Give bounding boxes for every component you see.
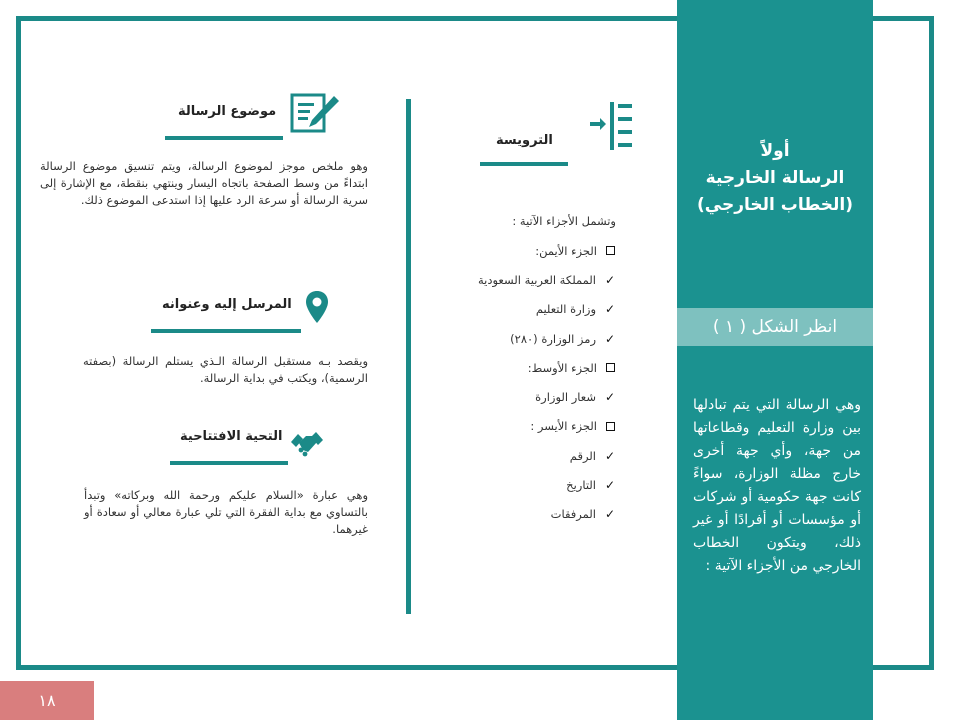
subject-underline: [165, 136, 283, 140]
checkmark-icon: ✓: [604, 302, 616, 317]
letterhead-list-item: [430, 412, 616, 441]
letterhead-list-item: [430, 470, 616, 499]
recipient-heading: المرسل إليه وعنوانه: [162, 297, 292, 312]
letterhead-list-item: [430, 441, 616, 470]
letterhead-item-label: وزارة التعليم: [535, 302, 596, 317]
section-number: أولاً: [760, 141, 790, 161]
location-pin-icon: [305, 290, 329, 324]
checkmark-icon: ✓: [604, 272, 616, 287]
letterhead-item-label: شعار الوزارة: [535, 390, 596, 405]
subject-heading: موضوع الرسالة: [178, 104, 277, 119]
letterhead-list-item: [430, 500, 616, 529]
page-number: ١٨: [0, 681, 94, 720]
letterhead-underline: [480, 162, 568, 166]
letterhead-list-item: [430, 236, 616, 265]
letterhead-list-item: [430, 382, 616, 411]
greeting-heading: التحية الافتتاحية: [180, 429, 283, 444]
letterhead-heading: الترويسة: [496, 133, 553, 148]
checkbox-square-icon: [606, 422, 615, 431]
list-indent-icon: [588, 100, 636, 152]
letterhead-item-label: الجزء الأوسط:: [527, 360, 597, 375]
letterhead-list: [430, 236, 616, 529]
checkmark-icon: ✓: [604, 478, 616, 493]
checkmark-icon: ✓: [604, 390, 616, 405]
greeting-description: وهي عبارة «السلام عليكم ورحمة الله وبركاته» وتبدأ بالتساوي مع بداية الفقرة التي تلي عبارة معالي أو سعادة أو غيرهما.: [84, 488, 368, 536]
edit-document-icon: [290, 92, 340, 134]
letterhead-item-label: الجزء الأيمن:: [535, 243, 597, 258]
letterhead-list-item: [430, 265, 616, 294]
checkmark-icon: ✓: [604, 448, 616, 463]
recipient-description: ويقصد بـه مستقبل الرسالة الـذي يستلم الرسالة (بصفته الرسمية)، ويكتب في بداية الرسالة.: [83, 354, 368, 385]
letterhead-item-label: المرفقات: [550, 507, 596, 522]
section-description: وهي الرسالة التي يتم تبادلها بين وزارة التعليم وقطاعاتها من جهة، وأي جهة أخرى خارج مظلة الوزارة، سواءً كانت جهة حكومية أو شركات أو مؤسسات أو أفرادًا أو غير ذلك، ويتكون الخطاب الخارجي من الأجزاء الآتية :: [693, 397, 861, 574]
letterhead-list-item: [430, 324, 616, 353]
subject-description: وهو ملخص موجز لموضوع الرسالة، ويتم تنسيق موضوع الرسالة ابتداءً من وسط الصفحة باتجاه اليسار وينتهي بنقطة، مع الإشارة إلى سرية الرسالة أو سرعة الرد عليها إذا استدعى الموضوع ذلك.: [40, 159, 368, 207]
checkmark-icon: ✓: [604, 507, 616, 522]
letterhead-item-label: المملكة العربية السعودية: [478, 272, 596, 287]
handshake-icon: [290, 428, 324, 458]
letterhead-item-label: الرقم: [569, 448, 596, 463]
letterhead-item-label: رمز الوزارة (٢٨٠): [510, 331, 596, 346]
letterhead-list-item: [430, 353, 616, 382]
recipient-underline: [151, 329, 301, 333]
greeting-underline: [170, 461, 288, 465]
checkmark-icon: ✓: [604, 331, 616, 346]
figure-reference: انظر الشكل ( ١ ): [677, 308, 873, 346]
letterhead-item-label: الجزء الأيسر :: [530, 419, 597, 434]
section-title-sub: (الخطاب الخارجي): [696, 195, 854, 215]
checkbox-square-icon: [606, 246, 615, 255]
sidebar-panel: [677, 0, 873, 720]
letterhead-list-item: [430, 295, 616, 324]
letterhead-item-label: التاريخ: [566, 478, 596, 493]
checkbox-square-icon: [606, 363, 615, 372]
column-divider: [406, 99, 411, 614]
section-title: [685, 138, 865, 219]
letterhead-intro: وتشمل الأجزاء الآتية :: [512, 214, 616, 228]
section-title-main: الرسالة الخارجية: [705, 168, 845, 188]
